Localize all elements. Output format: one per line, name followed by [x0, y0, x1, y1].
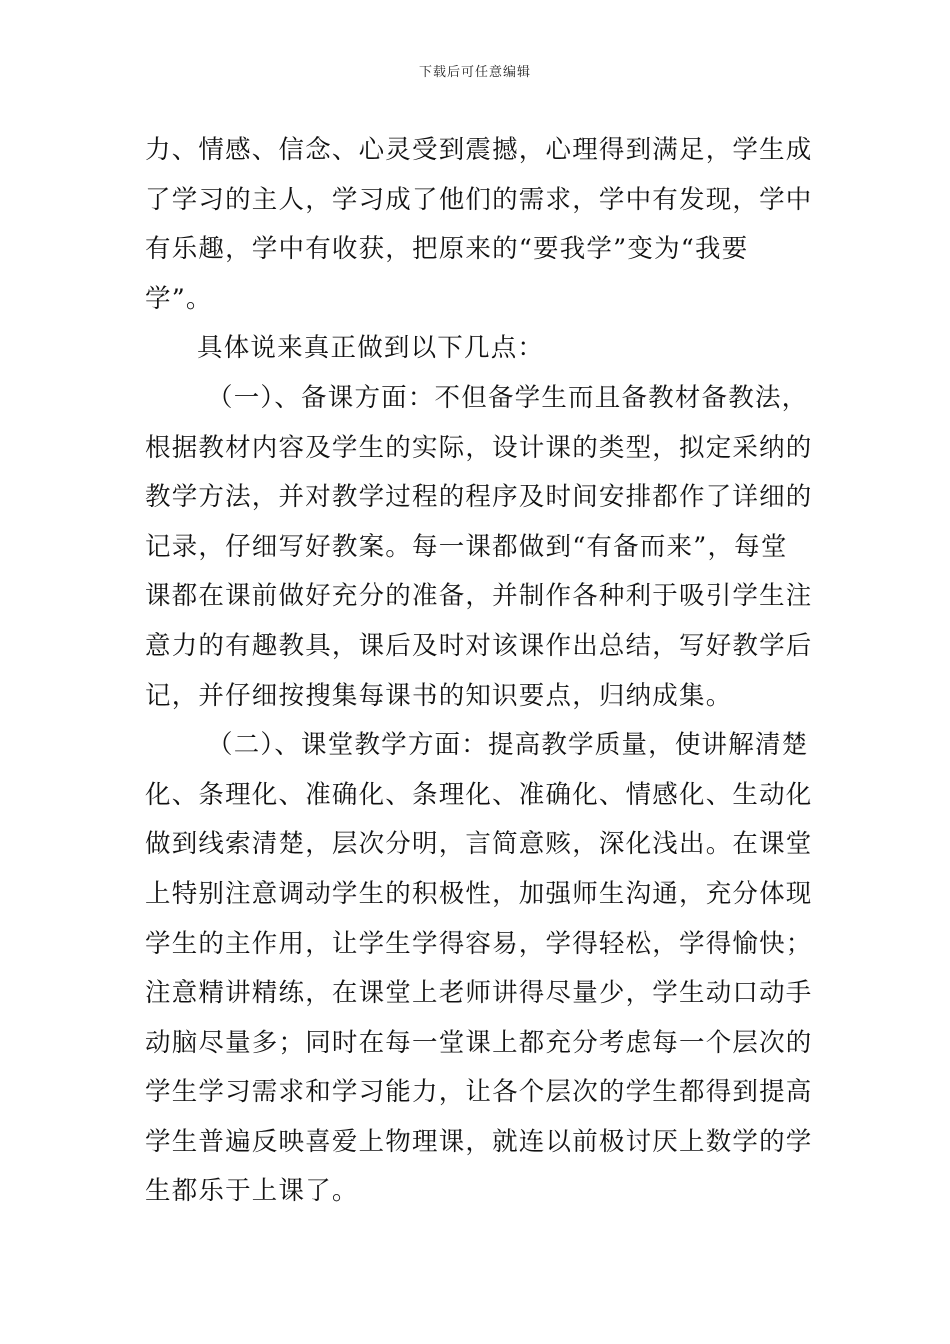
- text-line: （一）、备课方面：不但备学生而且备教材备教法，: [207, 382, 809, 413]
- paragraph-2: [145, 324, 807, 374]
- text-line: 意力的有趣教具，课后及时对该课作出总结，写好教学后: [145, 630, 813, 661]
- text-line: 有乐趣，学中有收获，把原来的“要我学”变为“我要: [145, 234, 749, 265]
- text-line: 记，并仔细按搜集每课书的知识要点，归纳成集。: [145, 680, 733, 711]
- document-body: [145, 126, 813, 1217]
- text-line: 学生学习需求和学习能力，让各个层次的学生都得到提高: [145, 1077, 813, 1108]
- text-line: 学”。: [145, 283, 213, 314]
- text-line: 动脑尽量多；同时在每一堂课上都充分考虑每一个层次的: [145, 1027, 813, 1058]
- paragraph-1: [145, 126, 813, 324]
- text-line: 记录，仔细写好教案。每一课都做到“有备而来”，每堂: [145, 531, 788, 562]
- text-line: 化、条理化、准确化、条理化、准确化、情感化、生动化: [145, 779, 813, 810]
- text-line: 注意精讲精练，在课堂上老师讲得尽量少，学生动口动手: [145, 978, 813, 1009]
- text-line: （二）、课堂教学方面：提高教学质量，使讲解清楚: [207, 730, 809, 761]
- paragraph-3: [145, 374, 813, 721]
- text-line: 学生普遍反映喜爱上物理课，就连以前极讨厌上数学的学: [145, 1126, 813, 1157]
- text-line: 学生的主作用，让学生学得容易，学得轻松，学得愉快；: [145, 928, 813, 959]
- text-line: 课都在课前做好充分的准备，并制作各种利于吸引学生注: [145, 581, 813, 612]
- text-line: 教学方法，并对教学过程的程序及时间安排都作了详细的: [145, 482, 813, 513]
- page-header: 下载后可任意编辑: [418, 65, 531, 80]
- text-line: 做到线索清楚，层次分明，言简意赅，深化浅出。在课堂: [145, 829, 813, 860]
- text-line: 生都乐于上课了。: [145, 1176, 359, 1207]
- text-line: 根据教材内容及学生的实际，设计课的类型，拟定采纳的: [145, 432, 813, 463]
- text-line: 上特别注意调动学生的积极性，加强师生沟通，充分体现: [145, 878, 813, 909]
- paragraph-4: [145, 721, 813, 1217]
- text-line: 力、情感、信念、心灵受到震撼，心理得到满足，学生成: [145, 135, 813, 165]
- text-line: 了学习的主人，学习成了他们的需求，学中有发现，学中: [145, 184, 813, 215]
- text-line: 具体说来真正做到以下几点：: [197, 333, 545, 364]
